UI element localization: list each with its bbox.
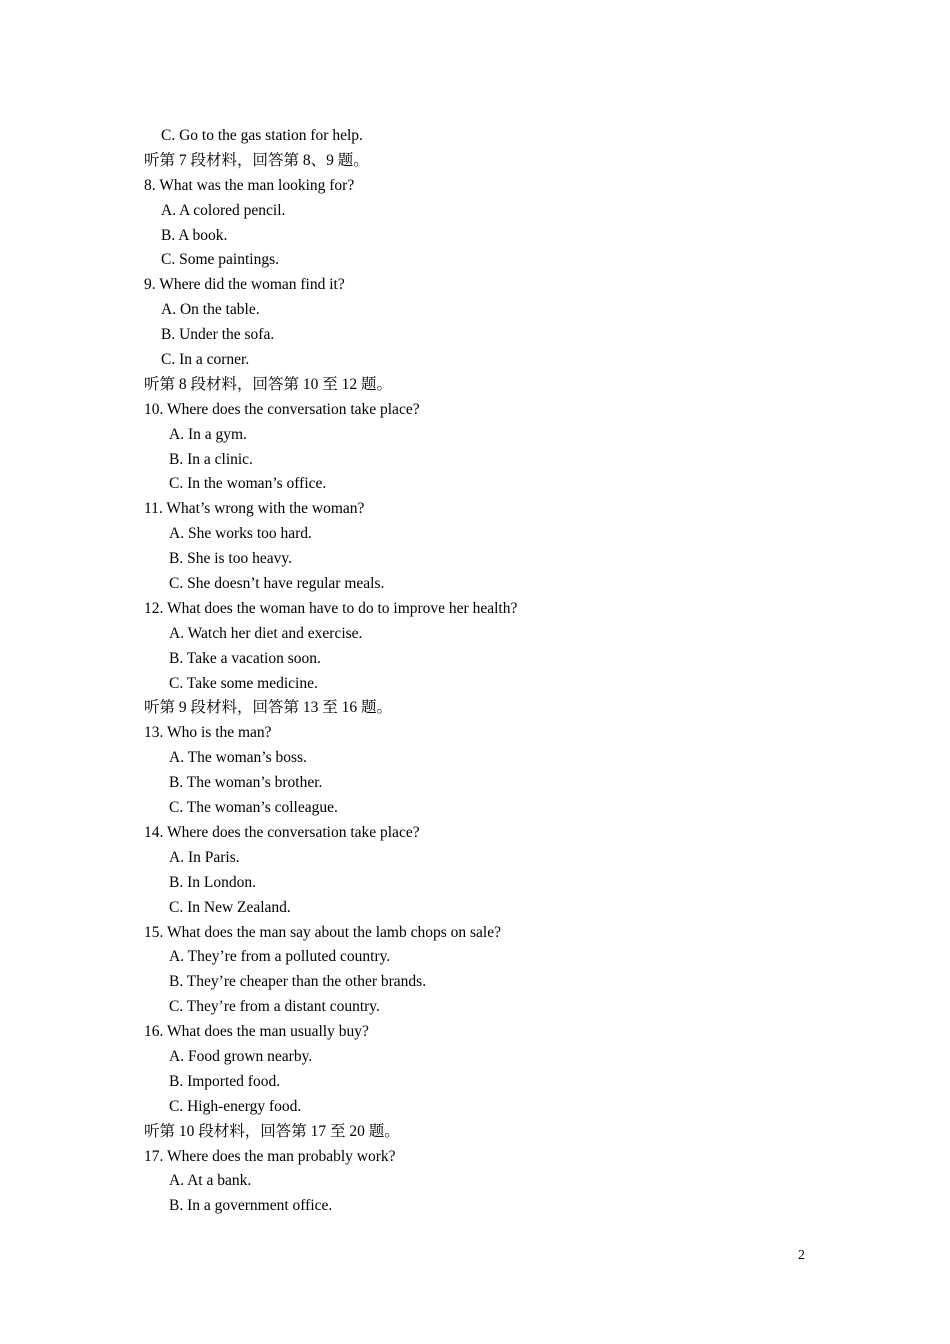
answer-option: A. She works too hard. [169,525,312,543]
question: 9. Where did the woman find it? [144,276,345,294]
document-body [144,124,824,1219]
answer-option: C. The woman’s colleague. [169,799,338,817]
answer-option: A. In Paris. [169,848,240,866]
question: 17. Where does the man probably work? [144,1147,396,1165]
answer-option: A. The woman’s boss. [169,749,307,767]
section-heading: 听第 9 段材料，回答第 13 至 16 题。 [144,699,393,717]
answer-option: C. Some paintings. [161,251,279,269]
answer-option: C. Go to the gas station for help. [161,127,363,144]
answer-option: C. Take some medicine. [169,674,318,692]
page-number: 2 [798,1248,805,1263]
answer-option: C. She doesn’t have regular meals. [169,575,385,593]
question: 15. What does the man say about the lamb chops on sale? [144,923,501,941]
answer-option: A. A colored pencil. [161,201,286,219]
question: 10. Where does the conversation take place? [144,400,420,418]
answer-option: A. Watch her diet and exercise. [169,624,363,642]
question: 12. What does the woman have to do to improve her health? [144,599,518,617]
answer-option: B. In London. [169,873,256,891]
answer-option: B. Imported food. [169,1072,281,1090]
answer-option: B. A book. [161,226,228,244]
answer-option: A. On the table. [161,301,260,319]
answer-option: C. In a corner. [161,351,250,369]
answer-option: B. In a government office. [169,1197,333,1215]
answer-option: C. They’re from a distant country. [169,998,380,1016]
answer-option: A. They’re from a polluted country. [169,948,391,966]
answer-option: C. High-energy food. [169,1097,302,1115]
section-heading: 听第 10 段材料，回答第 17 至 20 题。 [144,1122,400,1140]
question: 16. What does the man usually buy? [144,1023,369,1041]
section-heading: 听第 7 段材料，回答第 8、9 题。 [144,151,369,169]
question: 13. Who is the man? [144,724,272,742]
question: 8. What was the man looking for? [144,176,355,194]
answer-option: A. In a gym. [169,425,247,443]
answer-option: B. In a clinic. [169,450,253,468]
answer-option: B. Take a vacation soon. [169,649,321,667]
answer-option: B. Under the sofa. [161,326,275,344]
answer-option: B. The woman’s brother. [169,774,323,792]
answer-option: B. She is too heavy. [169,550,292,568]
question: 11. What’s wrong with the woman? [144,500,365,518]
answer-option: B. They’re cheaper than the other brands. [169,973,427,991]
answer-option: A. At a bank. [169,1172,252,1190]
answer-option: A. Food grown nearby. [169,1047,313,1065]
answer-option: C. In the woman’s office. [169,475,327,493]
question: 14. Where does the conversation take place? [144,823,420,841]
answer-option: C. In New Zealand. [169,898,291,916]
section-heading: 听第 8 段材料，回答第 10 至 12 题。 [144,375,393,393]
